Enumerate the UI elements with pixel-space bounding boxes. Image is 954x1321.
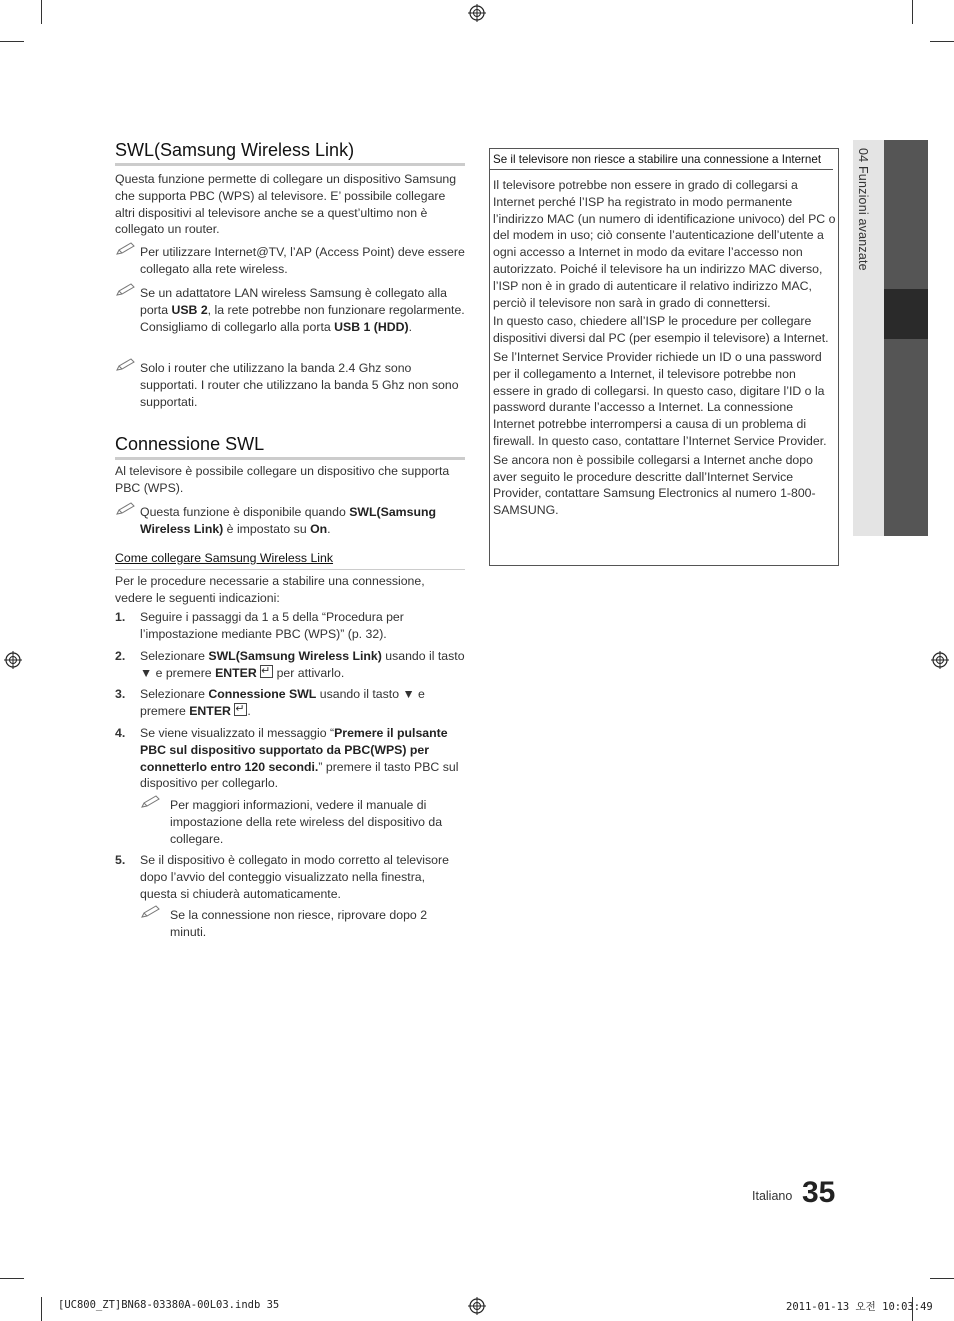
step-text: Se il dispositivo è collegato in modo corretto al televisore dopo l’avvio del conteggio visualizzato nella finestra, questa si chiuderà automaticamente. <box>140 853 449 901</box>
info-box-header: Se il televisore non riesce a stabilire una connessione a Internet <box>490 149 833 170</box>
section-intro: Questa funzione permette di collegare un dispositivo Samsung che supporta PBC (WPS) al televisore. E’ possibile collegare altri dispositivi al televisore anche se a quest’ultimo non è collegato un router. <box>115 172 457 237</box>
step-number: 2. <box>115 649 126 663</box>
info-box-paragraph: Se ancora non è possibile collegarsi a Internet anche dopo aver seguito le procedure descritte dall’Internet Service Provider, contattare Samsung Electronics al numero 1-800-SAMSUNG. <box>493 452 816 518</box>
step-text: Seguire i passaggi da 1 a 5 della “Procedura per l’impostazione mediante PBC (WPS)” (p. 32). <box>140 610 404 641</box>
step-text: Selezionare SWL(Samsung Wireless Link) usando il tasto ▼ e premere ENTER ↵ per attivarlo. <box>140 648 465 682</box>
crop-mark <box>0 41 24 42</box>
note <box>140 907 465 941</box>
step-item <box>115 648 465 682</box>
note <box>140 797 465 847</box>
note-text: Se un adattatore LAN wireless Samsung è collegato alla porta USB 2, la rete potrebbe non funzionare regolarmente. Consigliamo di collegarlo alla porta USB 1 (HDD). <box>140 286 465 334</box>
section-title: Connessione SWL <box>115 433 465 460</box>
note-text: Per utilizzare Internet@TV, l’AP (Access Point) deve essere collegato alla rete wireless. <box>140 245 465 276</box>
registration-icon <box>931 651 949 669</box>
chapter-label: 04 Funzioni avanzate <box>856 148 870 271</box>
page-number: 35 <box>802 1176 836 1209</box>
pencil-note-icon <box>115 502 137 516</box>
info-box-paragraph: In questo caso, chiedere all’ISP le procedure per collegare dispositivi diversi dal PC (per esempio il televisore) a Internet. <box>493 314 829 346</box>
step-item <box>115 686 465 720</box>
crop-mark <box>930 1278 954 1279</box>
section-title: SWL(Samsung Wireless Link) <box>115 139 465 166</box>
step-item <box>115 725 465 792</box>
registration-icon <box>468 4 486 22</box>
step-number: 4. <box>115 726 126 740</box>
step-number: 5. <box>115 853 126 867</box>
info-box-paragraph: Se l’Internet Service Provider richiede un ID o una password per il collegamento a Internet, il televisore potrebbe non essere in grado di collegarsi. In questo caso, digitare l’ID o la password durante l’accesso a Internet. La connessione Internet potrebbe interrompersi a causa di un problema di firewall. In questo caso, contattare l’Internet Service Provider. <box>493 349 827 448</box>
note-text: Se la connessione non riesce, riprovare dopo 2 minuti. <box>170 908 428 939</box>
footer-file-info: [UC800_ZT]BN68-03380A-00L03.indb 35 <box>58 1299 280 1311</box>
enter-key-icon <box>234 703 247 716</box>
chapter-tab-active <box>884 289 928 339</box>
step-text: Selezionare Connessione SWL usando il tasto ▼ e premere ENTER ↵ . <box>140 686 465 720</box>
note-text: Per maggiori informazioni, vedere il manuale di impostazione della rete wireless del dispositivo da collegare. <box>170 798 443 846</box>
footer-language: Italiano <box>752 1189 793 1203</box>
section-intro: Al televisore è possibile collegare un dispositivo che supporta PBC (WPS). <box>115 464 450 495</box>
crop-mark <box>0 1278 24 1279</box>
pencil-note-icon <box>140 795 162 809</box>
note <box>115 504 465 538</box>
pencil-note-icon <box>115 358 137 372</box>
subsection-title: Come collegare Samsung Wireless Link <box>115 551 334 565</box>
info-box <box>489 148 839 566</box>
crop-mark <box>912 0 913 24</box>
step-item <box>115 609 465 643</box>
note <box>115 285 465 335</box>
subsection-intro: Per le procedure necessarie a stabilire una connessione, vedere le seguenti indicazioni: <box>115 574 425 605</box>
crop-mark <box>41 0 42 24</box>
divider <box>115 569 465 570</box>
registration-icon <box>468 1297 486 1315</box>
step-number: 3. <box>115 687 126 701</box>
crop-mark <box>41 1297 42 1321</box>
step-number: 1. <box>115 610 126 624</box>
pencil-note-icon <box>140 905 162 919</box>
note <box>115 244 465 278</box>
registration-icon <box>4 651 22 669</box>
crop-mark <box>930 41 954 42</box>
step-item <box>115 852 465 902</box>
info-box-paragraph: Il televisore potrebbe non essere in grado di collegarsi a Internet perché l’ISP ha registrato in modo permanente l’indirizzo MAC (un numero di identificazione univoco) del PC o del modem in uso; ciò consente l’autenticazione dell’utente a ogni accesso a Internet in modo da evitare l’accesso non autorizzato. Poiché il televisore ha un indirizzo MAC diverso, l’ISP non è in grado di autenticare il relativo indirizzo MAC, perciò il televisore non sarà in grado di connettersi. <box>493 178 836 310</box>
pencil-note-icon <box>115 242 137 256</box>
chapter-tab-bar <box>884 140 928 289</box>
footer-timestamp: 2011-01-13 오전 10:03:49 <box>786 1301 933 1313</box>
enter-key-icon <box>260 665 273 678</box>
note <box>115 360 465 410</box>
note-text: Solo i router che utilizzano la banda 2.4 Ghz sono supportati. I router che utilizzano la banda 5 Ghz non sono supportati. <box>140 361 459 409</box>
pencil-note-icon <box>115 283 137 297</box>
chapter-tab-bar <box>884 339 928 536</box>
note-text: Questa funzione è disponibile quando SWL(Samsung Wireless Link) è impostato su On. <box>140 505 436 536</box>
step-text: Se viene visualizzato il messaggio “Premere il pulsante PBC sul dispositivo supportato da PBC(WPS) per connetterlo entro 120 secondi.” premere il tasto PBC sul dispositivo per collegarlo. <box>140 726 459 791</box>
